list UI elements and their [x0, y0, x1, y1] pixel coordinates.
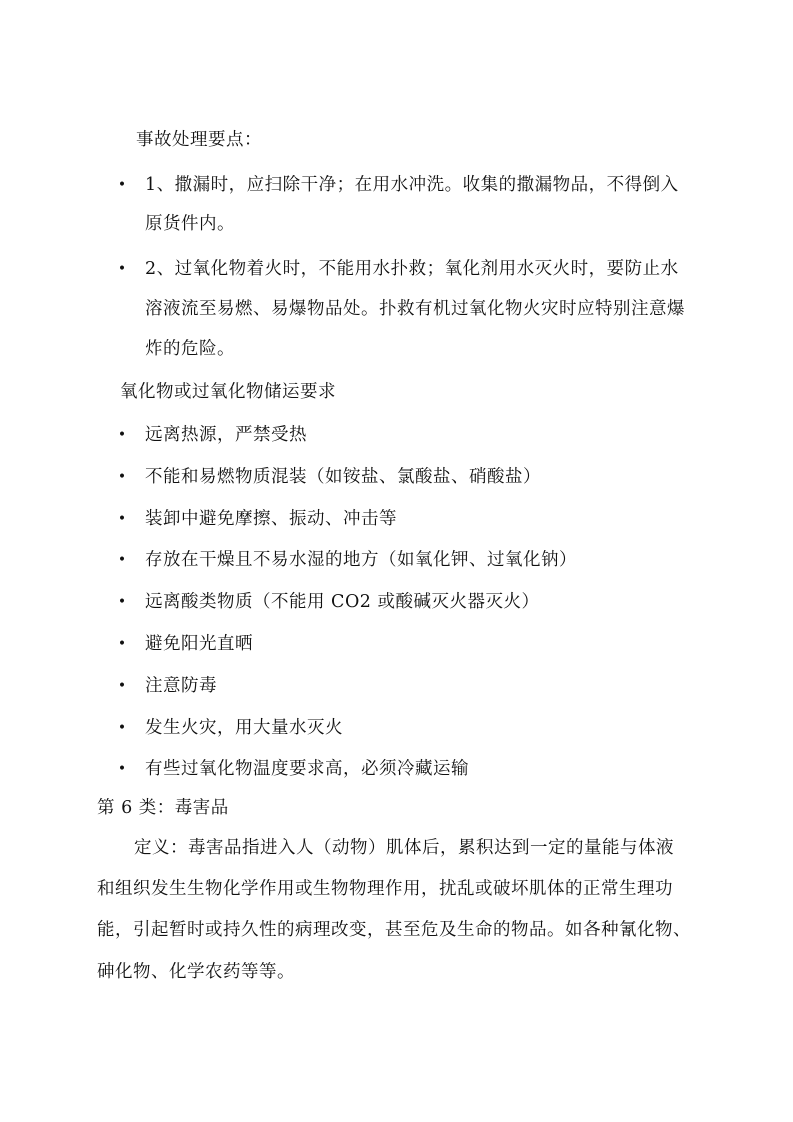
- definition-line-4: 砷化物、化学农药等等。: [97, 962, 295, 982]
- storage-item-text: 避免阳光直晒: [145, 634, 253, 654]
- bullet-icon: •: [117, 720, 127, 736]
- bullet-icon: •: [117, 636, 127, 652]
- definition-line-3: 能，引起暂时或持久性的病理改变，甚至危及生命的物品。如各种氰化物、: [97, 920, 691, 940]
- bullet-icon: •: [117, 552, 127, 568]
- storage-item-text: 装卸中避免摩擦、振动、冲击等: [145, 509, 397, 529]
- definition-line-2: 和组织发生生物化学作用或生物物理作用，扰乱或破坏肌体的正常生理功: [97, 879, 673, 899]
- bullet-icon: •: [117, 469, 127, 485]
- accident-item-1-line-2: 原货件内。: [145, 214, 235, 234]
- storage-item-text: 远离酸类物质（不能用 CO2 或酸碱灭火器灭火）: [145, 592, 540, 612]
- bullet-icon: •: [117, 761, 127, 777]
- storage-item-text: 注意防毒: [145, 676, 217, 696]
- accident-item-2-line-3: 炸的危险。: [145, 339, 235, 359]
- accident-item-2-line-1: 2、过氧化物着火时，不能用水扑救；氧化剂用水灭火时，要防止水: [145, 259, 679, 279]
- storage-item-text: 有些过氧化物温度要求高，必须冷藏运输: [145, 759, 469, 779]
- bullet-icon: •: [117, 678, 127, 694]
- accident-handling-heading: 事故处理要点：: [136, 130, 262, 150]
- bullet-icon: •: [117, 261, 127, 277]
- storage-heading: 氧化物或过氧化物储运要求: [120, 382, 336, 402]
- definition-line-1: 定义：毒害品指进入人（动物）肌体后，累积达到一定的量能与体液: [134, 838, 674, 858]
- storage-item-text: 发生火灾，用大量水灭火: [145, 718, 343, 738]
- bullet-icon: •: [117, 511, 127, 527]
- accident-item-1-line-1: 1、撒漏时，应扫除干净；在用水冲洗。收集的撒漏物品，不得倒入: [145, 175, 679, 195]
- accident-item-2-line-2: 溶液流至易燃、易爆物品处。扑救有机过氧化物火灾时应特别注意爆: [145, 299, 685, 319]
- storage-item-text: 远离热源，严禁受热: [145, 425, 307, 445]
- class-6-title: 第 6 类：毒害品: [97, 798, 229, 818]
- bullet-icon: •: [117, 594, 127, 610]
- storage-item-text: 不能和易燃物质混装（如铵盐、氯酸盐、硝酸盐）: [145, 467, 541, 487]
- bullet-icon: •: [117, 427, 127, 443]
- storage-item-text: 存放在干燥且不易水湿的地方（如氧化钾、过氧化钠）: [145, 550, 577, 570]
- bullet-icon: •: [117, 177, 127, 193]
